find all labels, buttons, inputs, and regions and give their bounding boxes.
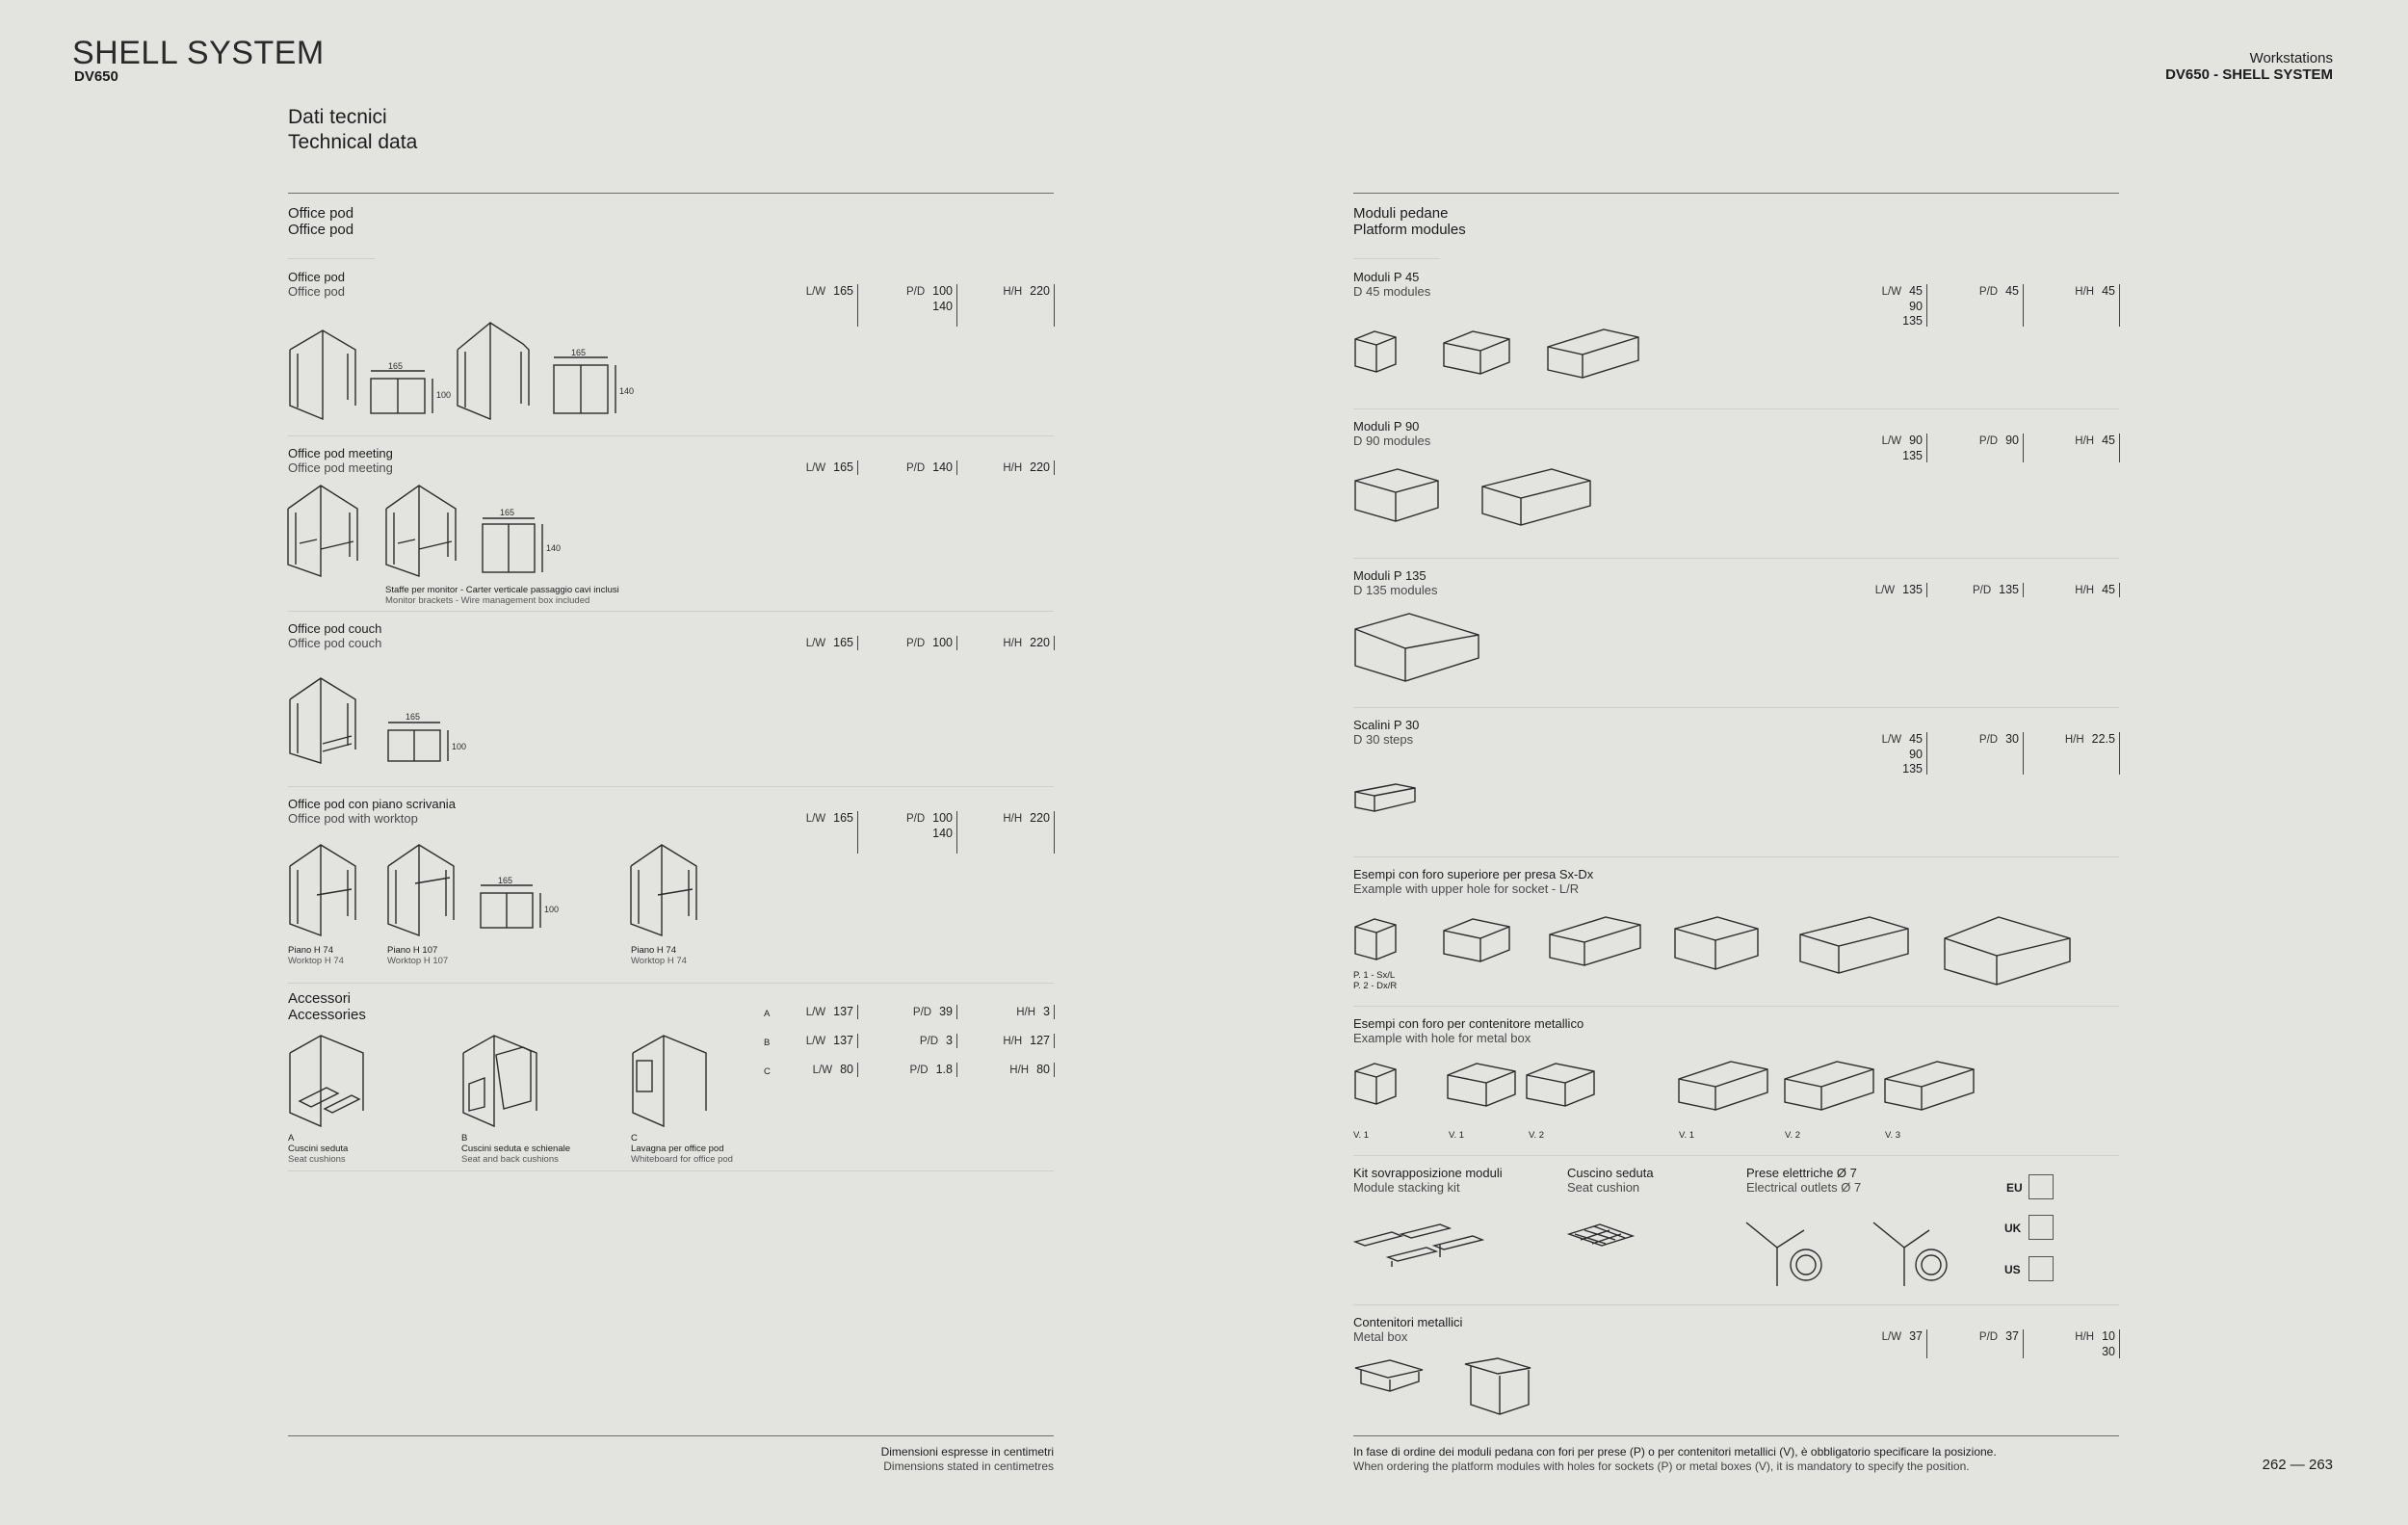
worktop-caption-1 <box>288 945 344 966</box>
item-en: D 45 modules <box>1353 284 1431 299</box>
moduli-p90-title <box>1353 419 1430 448</box>
office-pod-couch-drawings <box>288 676 467 763</box>
metal-box-title <box>1353 1315 1462 1344</box>
office-pod-meeting-drawings <box>286 484 565 576</box>
header-right <box>2165 50 2333 83</box>
pd-label: P/D <box>905 638 926 649</box>
acc-caption-b <box>461 1133 570 1165</box>
footer-it: Dimensioni espresse in centimetri <box>880 1445 1054 1459</box>
cap-en: Seat and back cushions <box>461 1154 559 1165</box>
item-office-pod-couch-title <box>288 621 381 650</box>
cap-v: V. 1 <box>1353 1130 1370 1141</box>
hh-value: 220 <box>1030 460 1050 474</box>
acc-row-id: A <box>764 1009 771 1019</box>
hh-label: H/H <box>1003 1036 1023 1047</box>
hh-label: H/H <box>1003 813 1023 825</box>
hh-value: 45 <box>2102 434 2115 447</box>
product-label: DV650 - SHELL SYSTEM <box>2165 66 2333 83</box>
plug-us-label: US <box>2004 1263 2021 1276</box>
p135-drawings <box>1353 612 1488 689</box>
item-it: Scalini P 30 <box>1353 718 1420 732</box>
item-en: Example with upper hole for socket - L/R <box>1353 881 1580 896</box>
hh-label: H/H <box>2064 734 2084 746</box>
dim-text: 165 <box>388 361 404 371</box>
outlets-title <box>1746 1166 1861 1195</box>
hh-value: 45 <box>2102 284 2115 298</box>
pd-value: 39 <box>939 1005 953 1018</box>
cushion-title <box>1567 1166 1654 1195</box>
lw-label: L/W <box>1881 286 1902 298</box>
dim-text: 165 <box>498 876 513 885</box>
item-en: Seat cushion <box>1567 1180 1640 1195</box>
footer-it: In fase di ordine dei moduli pedana con fori per prese (P) o per contenitori metallici (V), è obbligatorio specificare la posizione. <box>1353 1445 1997 1459</box>
plug-uk-label: UK <box>2004 1222 2022 1235</box>
hh-value: 22.5 <box>2091 732 2115 746</box>
lw-label: L/W <box>1881 435 1902 447</box>
lw-value: 165 <box>833 636 853 649</box>
item-en: Office pod with worktop <box>288 811 418 826</box>
hh-value: 220 <box>1030 284 1050 298</box>
cap-v: V. 1 <box>1449 1130 1465 1141</box>
divider <box>1353 258 1440 259</box>
pd-label: P/D <box>1972 585 1992 596</box>
left-section-title <box>288 205 353 238</box>
plug-eu-label: EU <box>2006 1181 2023 1195</box>
meeting-note <box>385 585 619 606</box>
divider <box>288 611 1054 612</box>
lw-label: L/W <box>805 286 826 298</box>
item-it: Moduli P 45 <box>1353 270 1420 284</box>
item-it: Office pod con piano scrivania <box>288 797 456 811</box>
divider <box>288 435 1054 436</box>
footer-en: Dimensions stated in centimetres <box>883 1459 1054 1473</box>
acc-caption-c <box>631 1133 733 1165</box>
divider <box>288 258 375 259</box>
item-en: Office pod couch <box>288 636 382 650</box>
cap-it: Lavagna per office pod <box>631 1144 724 1154</box>
pd-value: 30 <box>2005 732 2019 746</box>
pd-value: 100 140 <box>932 284 953 313</box>
dim-text: 165 <box>406 712 421 722</box>
us-plug-icon <box>2028 1256 2054 1281</box>
right-bottom-rule <box>1353 1435 2119 1436</box>
uk-plug-icon <box>2028 1215 2054 1240</box>
cap-p2: P. 2 - Dx/R <box>1353 981 1398 991</box>
pd-value: 90 <box>2005 434 2019 447</box>
item-it: Office pod meeting <box>288 446 393 460</box>
divider <box>1353 1155 2119 1156</box>
pd-label: P/D <box>1978 1331 1999 1343</box>
lw-label: L/W <box>805 638 826 649</box>
cap-en: Whiteboard for office pod <box>631 1154 733 1165</box>
left-footer <box>881 1445 1054 1474</box>
lw-value: 37 <box>1909 1329 1923 1343</box>
hh-label: H/H <box>1003 638 1023 649</box>
moduli-p135-title <box>1353 568 1437 597</box>
acc-row-id: B <box>764 1038 771 1048</box>
brand-title: SHELL SYSTEM <box>72 35 325 71</box>
item-it: Kit sovrapposizione moduli <box>1353 1166 1503 1180</box>
eu-plug-icon <box>2028 1174 2054 1199</box>
hh-value: 220 <box>1030 811 1050 825</box>
socket-examples-drawings <box>1353 915 2076 992</box>
lw-label: L/W <box>805 813 826 825</box>
pd-label: P/D <box>1978 734 1999 746</box>
pd-label: P/D <box>1978 435 1999 447</box>
left-bottom-rule <box>288 1435 1054 1436</box>
item-it: Contenitori metallici <box>1353 1315 1463 1329</box>
item-en: Office pod <box>288 284 346 299</box>
pd-value: 37 <box>2005 1329 2019 1343</box>
pd-label: P/D <box>1978 286 1999 298</box>
lw-label: L/W <box>1874 585 1896 596</box>
divider <box>288 1170 1054 1171</box>
item-en: Example with hole for metal box <box>1353 1031 1531 1045</box>
hh-label: H/H <box>1003 462 1023 474</box>
item-en: Electrical outlets Ø 7 <box>1746 1180 1862 1195</box>
accessories-en: Accessories <box>288 1007 366 1023</box>
lw-label: L/W <box>805 462 826 474</box>
item-it: Office pod couch <box>288 621 382 636</box>
scalini-drawings <box>1353 782 1421 816</box>
pd-label: P/D <box>909 1065 929 1076</box>
lw-value: 135 <box>1902 583 1923 596</box>
cap-id: B <box>461 1133 468 1144</box>
divider <box>288 786 1054 787</box>
left-section-en: Office pod <box>288 222 354 238</box>
hh-value: 10 30 <box>2102 1329 2115 1358</box>
item-office-pod-meeting-title <box>288 446 393 475</box>
hh-value: 3 <box>1043 1005 1050 1018</box>
pd-label: P/D <box>905 813 926 825</box>
hh-label: H/H <box>2075 1331 2095 1343</box>
socket-examples-title <box>1353 867 1593 896</box>
divider <box>1353 408 2119 409</box>
left-top-rule <box>288 193 1054 194</box>
item-it: Office pod <box>288 270 346 284</box>
lw-label: L/W <box>805 1036 826 1047</box>
pd-label: P/D <box>919 1036 939 1047</box>
dim-text: 165 <box>500 508 515 517</box>
metal-box-drawings <box>1353 1356 1546 1424</box>
divider <box>1353 1006 2119 1007</box>
item-it: Prese elettriche Ø 7 <box>1746 1166 1857 1180</box>
hh-label: H/H <box>2075 286 2095 298</box>
cap-it: Piano H 74 <box>631 945 677 956</box>
category-label: Workstations <box>2249 50 2333 66</box>
scalini-p30-title <box>1353 718 1419 747</box>
item-it: Moduli P 90 <box>1353 419 1420 434</box>
hh-value: 127 <box>1030 1034 1050 1047</box>
worktop-caption-3 <box>631 945 687 966</box>
item-en: Office pod meeting <box>288 460 393 475</box>
title-en: Technical data <box>288 131 418 153</box>
item-it: Moduli P 135 <box>1353 568 1426 583</box>
page-numbers: 262 — 263 <box>2262 1457 2333 1473</box>
pd-value: 135 <box>1999 583 2019 596</box>
dim-text: 140 <box>619 386 635 396</box>
kit-title <box>1353 1166 1503 1195</box>
divider <box>1353 558 2119 559</box>
accessories-it: Accessori <box>288 990 352 1007</box>
item-en: D 90 modules <box>1353 434 1431 448</box>
metal-examples-title <box>1353 1016 1584 1045</box>
note-en: Monitor brackets - Wire management box included <box>385 595 590 606</box>
lw-value: 137 <box>833 1034 853 1047</box>
item-en: D 30 steps <box>1353 732 1414 747</box>
cap-en: Worktop H 74 <box>631 956 687 966</box>
hh-label: H/H <box>1009 1065 1030 1076</box>
brand-code: DV650 <box>74 68 118 85</box>
cap-it: Piano H 74 <box>288 945 334 956</box>
cap-it: Cuscini seduta <box>288 1144 349 1154</box>
item-it: Cuscino seduta <box>1567 1166 1654 1180</box>
dim-text: 140 <box>546 543 562 553</box>
lw-value: 80 <box>840 1063 853 1076</box>
title-it: Dati tecnici <box>288 106 387 128</box>
office-pod-drawings <box>288 323 635 419</box>
lw-label: L/W <box>1881 1331 1902 1343</box>
metal-examples-drawings <box>1353 1060 1979 1117</box>
cap-en: Worktop H 107 <box>387 956 449 966</box>
acc-row-id: C <box>764 1066 771 1077</box>
cap-it: Piano H 107 <box>387 945 438 956</box>
pd-label: P/D <box>912 1007 932 1018</box>
pd-value: 1.8 <box>935 1063 953 1076</box>
acc-caption-a <box>288 1133 348 1165</box>
office-pod-worktop-drawings <box>288 843 712 930</box>
cap-v: V. 2 <box>1785 1130 1801 1141</box>
dim-text: 165 <box>571 348 587 357</box>
item-en: Module stacking kit <box>1353 1180 1460 1195</box>
cap-en: Seat cushions <box>288 1154 346 1165</box>
item-en: D 135 modules <box>1353 583 1438 597</box>
pd-value: 140 <box>932 460 953 474</box>
lw-value: 45 90 135 <box>1902 732 1923 776</box>
page-title <box>288 106 417 154</box>
accessories-title <box>288 990 366 1023</box>
cap-v: V. 3 <box>1885 1130 1901 1141</box>
socket-captions <box>1353 970 1397 991</box>
pd-value: 45 <box>2005 284 2019 298</box>
cap-v: V. 1 <box>1679 1130 1695 1141</box>
p90-drawings <box>1353 467 1604 535</box>
worktop-caption-2 <box>387 945 448 966</box>
hh-value: 45 <box>2102 583 2115 596</box>
hh-label: H/H <box>2075 435 2095 447</box>
lw-value: 137 <box>833 1005 853 1018</box>
cap-id: A <box>288 1133 295 1144</box>
hh-label: H/H <box>2075 585 2095 596</box>
right-section-it: Moduli pedane <box>1353 205 1449 222</box>
item-it: Esempi con foro superiore per presa Sx-Dx <box>1353 867 1594 881</box>
right-footer <box>1353 1445 1997 1474</box>
dim-text: 100 <box>452 742 467 751</box>
pd-value: 3 <box>946 1034 953 1047</box>
pd-label: P/D <box>905 462 926 474</box>
moduli-p45-title <box>1353 270 1430 299</box>
dim-text: 100 <box>436 390 452 400</box>
divider <box>1353 856 2119 857</box>
right-top-rule <box>1353 193 2119 194</box>
divider <box>1353 707 2119 708</box>
hh-value: 220 <box>1030 636 1050 649</box>
kit-cushion-outlets-drawings <box>1353 1219 1960 1291</box>
lw-value: 45 90 135 <box>1902 284 1923 328</box>
lw-label: L/W <box>812 1065 833 1076</box>
item-office-pod-worktop-title <box>288 797 456 826</box>
lw-value: 165 <box>833 460 853 474</box>
hh-label: H/H <box>1016 1007 1036 1018</box>
pd-value: 100 140 <box>932 811 953 840</box>
accessories-drawings <box>288 1034 712 1120</box>
lw-label: L/W <box>805 1007 826 1018</box>
note-it: Staffe per monitor - Carter verticale passaggio cavi inclusi <box>385 585 619 595</box>
cap-p1: P. 1 - Sx/L <box>1353 970 1396 981</box>
divider <box>1353 1304 2119 1305</box>
left-section-it: Office pod <box>288 205 354 222</box>
divider <box>288 983 1054 984</box>
dim-text: 100 <box>544 905 560 914</box>
cap-it: Cuscini seduta e schienale <box>461 1144 571 1154</box>
pd-value: 100 <box>932 636 953 649</box>
item-it: Esempi con foro per contenitore metallico <box>1353 1016 1584 1031</box>
cap-v: V. 2 <box>1529 1130 1545 1141</box>
item-office-pod-title <box>288 270 345 299</box>
lw-value: 90 135 <box>1902 434 1923 462</box>
footer-en: When ordering the platform modules with holes for sockets (P) or metal boxes (V), it is mandatory to specify the position. <box>1353 1459 1970 1473</box>
pd-label: P/D <box>905 286 926 298</box>
lw-value: 165 <box>833 811 853 825</box>
lw-value: 165 <box>833 284 853 298</box>
lw-label: L/W <box>1881 734 1902 746</box>
hh-value: 80 <box>1036 1063 1050 1076</box>
cap-id: C <box>631 1133 638 1144</box>
p45-drawings <box>1353 328 1642 385</box>
right-section-title <box>1353 205 1466 238</box>
right-section-en: Platform modules <box>1353 222 1466 238</box>
cap-en: Worktop H 74 <box>288 956 344 966</box>
item-en: Metal box <box>1353 1329 1408 1344</box>
hh-label: H/H <box>1003 286 1023 298</box>
